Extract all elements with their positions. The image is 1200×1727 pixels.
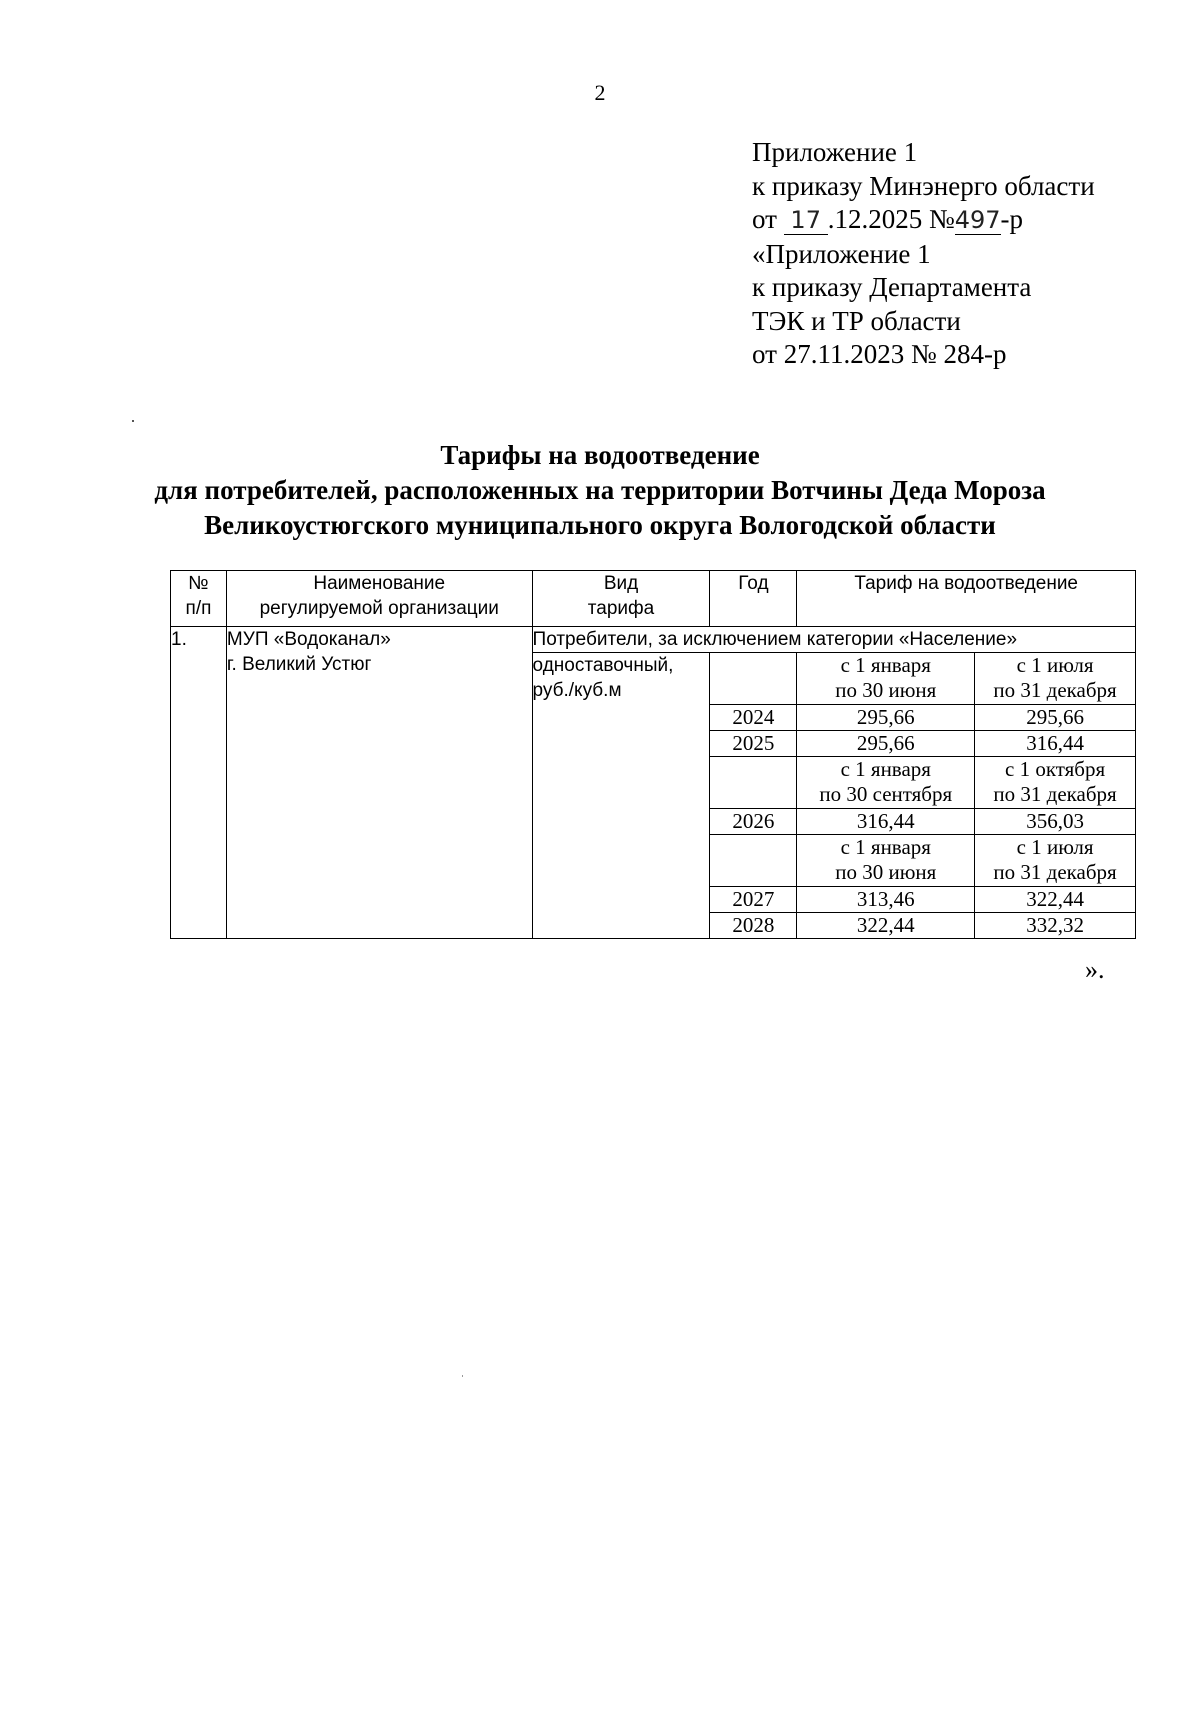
- year-cell: 2024: [710, 705, 797, 731]
- period-text: с 1 октября: [1005, 757, 1106, 781]
- tariff-type: одноставочный,: [532, 655, 674, 676]
- period-text: с 1 января: [840, 835, 931, 859]
- period-text: по 30 сентября: [819, 782, 953, 806]
- period-text: с 1 июля: [1016, 835, 1094, 859]
- header-text: регулируемой организации: [259, 598, 499, 619]
- tariff-value: 316,44: [797, 809, 975, 835]
- organization-cell: [226, 627, 532, 939]
- appendix-date-prefix: от: [752, 204, 777, 234]
- period-text: по 30 июня: [835, 860, 937, 884]
- tariff-table: [170, 570, 1136, 939]
- header-text: Наименование: [313, 573, 446, 594]
- closing-quote-mark: ».: [1085, 955, 1105, 984]
- period-text: с 1 января: [840, 653, 931, 677]
- scan-speck: [132, 420, 134, 422]
- tariff-value: 322,44: [797, 913, 975, 939]
- header-text: тарифа: [587, 598, 655, 619]
- tariff-value: 322,44: [975, 887, 1136, 913]
- appendix-date-suffix: -р: [1000, 204, 1024, 234]
- table-row: [171, 627, 1136, 653]
- appendix-line: ТЭК и ТР области: [752, 305, 961, 336]
- handwritten-order-number: 497: [955, 204, 1001, 238]
- tariff-value: 313,46: [797, 887, 975, 913]
- header-tariff-type: [532, 571, 710, 627]
- page-number: 2: [594, 80, 606, 105]
- header-text: п/п: [185, 598, 212, 619]
- header-text: Вид: [603, 573, 639, 594]
- title-line: Великоустюгского муниципального округа Вологодской области: [204, 510, 996, 540]
- header-year: Год: [710, 571, 797, 627]
- tariff-value: 316,44: [975, 731, 1136, 757]
- period-text: по 31 декабря: [993, 860, 1117, 884]
- organization-name: МУП «Водоканал»: [226, 629, 391, 650]
- title-line: Тарифы на водоотведение: [440, 440, 760, 470]
- appendix-order-date-line: [752, 203, 1095, 238]
- period-text: с 1 июля: [1016, 653, 1094, 677]
- year-cell: 2026: [710, 809, 797, 835]
- period-text: по 31 декабря: [993, 782, 1117, 806]
- row-number: 1.: [171, 627, 227, 939]
- period-1: [797, 757, 975, 809]
- tariff-value: 295,66: [975, 705, 1136, 731]
- year-cell-empty: [710, 653, 797, 705]
- consumer-category: Потребители, за исключением категории «Население»: [532, 627, 1135, 653]
- year-cell-empty: [710, 835, 797, 887]
- appendix-line: «Приложение 1: [752, 238, 931, 269]
- tariff-value: 295,66: [797, 731, 975, 757]
- appendix-block: [752, 136, 1095, 372]
- period-1: [797, 835, 975, 887]
- header-num: [171, 571, 227, 627]
- appendix-line: к приказу Департамента: [752, 272, 1032, 302]
- year-cell: 2028: [710, 913, 797, 939]
- period-2: [975, 835, 1136, 887]
- tariff-value: 332,32: [975, 913, 1136, 939]
- year-cell: 2027: [710, 887, 797, 913]
- period-text: с 1 января: [840, 757, 931, 781]
- document-title: [0, 438, 1200, 543]
- year-cell-empty: [710, 757, 797, 809]
- appendix-line: Приложение 1: [752, 137, 918, 167]
- appendix-line: к приказу Минэнерго области: [752, 170, 1095, 201]
- tariff-value: 295,66: [797, 705, 975, 731]
- header-tariff: Тариф на водоотведение: [797, 571, 1136, 627]
- year-cell: 2025: [710, 731, 797, 757]
- tariff-value: 356,03: [975, 809, 1136, 835]
- period-text: по 31 декабря: [993, 678, 1117, 702]
- tariff-type-cell: [532, 653, 710, 939]
- period-2: [975, 653, 1136, 705]
- table-header-row: [171, 571, 1136, 627]
- period-2: [975, 757, 1136, 809]
- header-organization: [226, 571, 532, 627]
- header-text: №: [188, 573, 209, 594]
- scan-speck: [462, 1375, 463, 1377]
- title-line: для потребителей, расположенных на территории Вотчины Деда Мороза: [154, 475, 1046, 505]
- appendix-date-middle: .12.2025 №: [827, 204, 955, 234]
- appendix-line: от 27.11.2023 № 284-р: [752, 339, 1007, 369]
- period-1: [797, 653, 975, 705]
- period-text: по 30 июня: [835, 678, 937, 702]
- tariff-unit: руб./куб.м: [532, 680, 622, 701]
- handwritten-day: 17: [784, 204, 828, 238]
- organization-city: г. Великий Устюг: [226, 654, 372, 675]
